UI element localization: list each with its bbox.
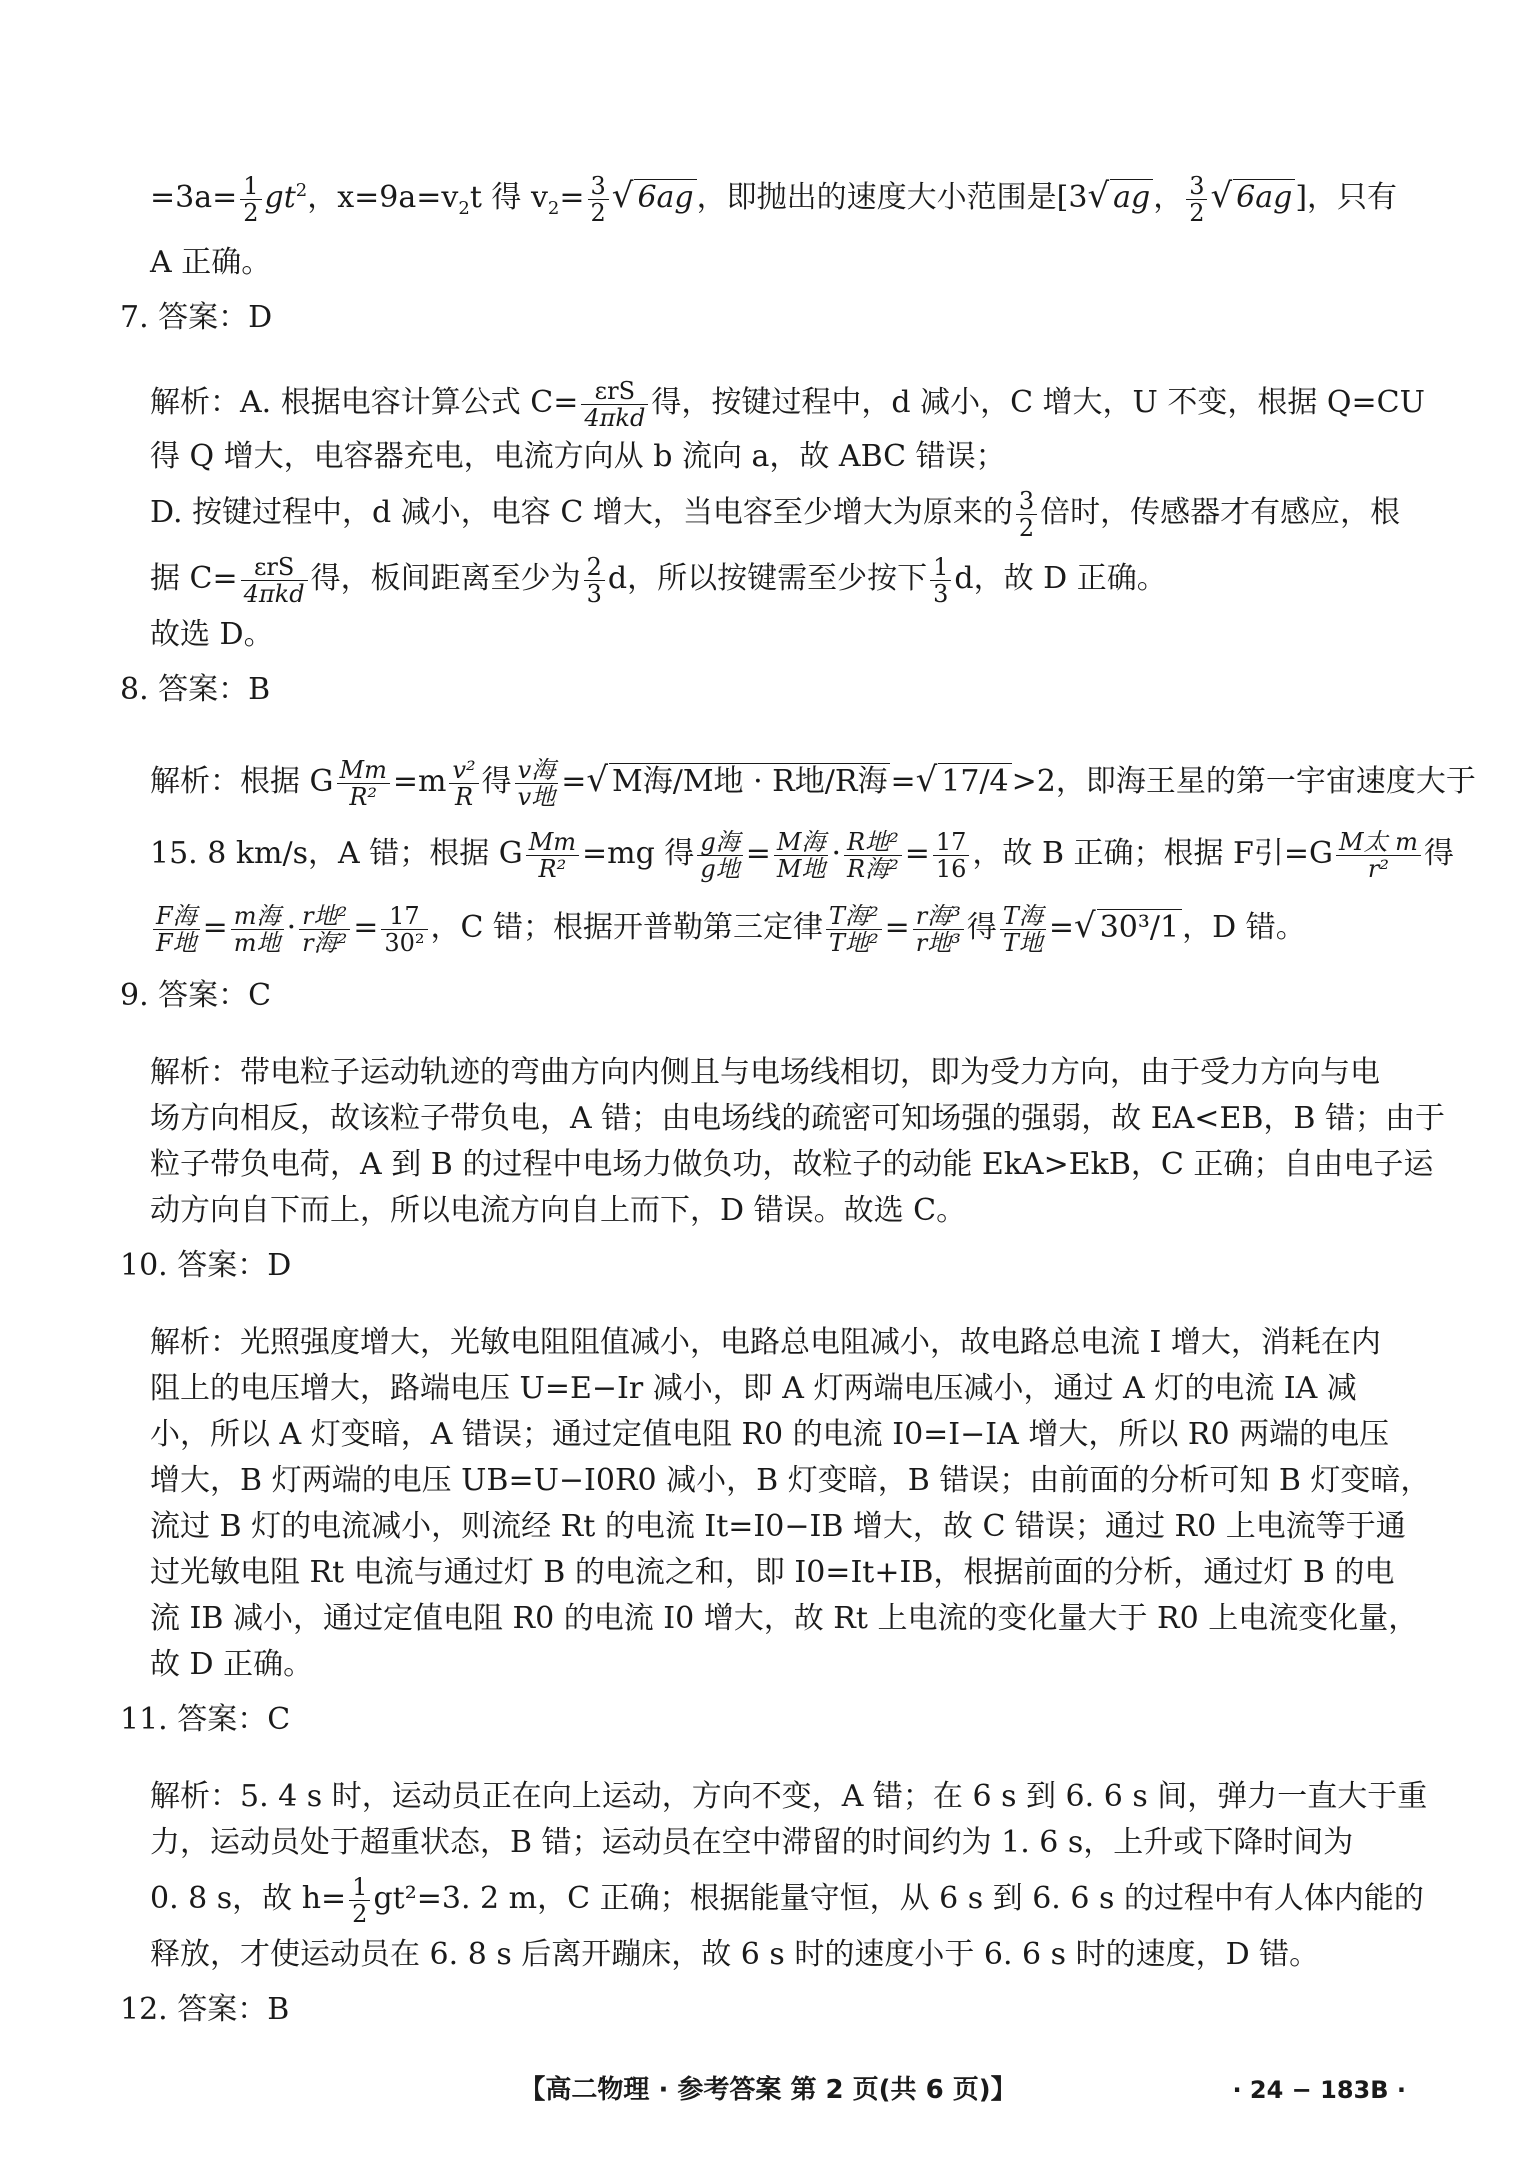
q11-line3: 0. 8 s，故 h= $\frac{1}{2}$ gt²=3. 2 m，C 正确；根据能量守恒，从 6 s 到 6. 6 s 的过程中有人体内能的 xyxy=(150,1872,1424,1928)
q10-line4: 增大，B 灯两端的电压 UB=U−I0R0 减小，B 灯变暗，B 错误；由前面的分析可知 B 灯变暗， xyxy=(150,1463,1431,1498)
q10-line3: 小，所以 A 灯变暗，A 错误；通过定值电阻 R0 的电流 I0=I−IA 增大，所以 R0 两端的电压 xyxy=(150,1417,1390,1452)
q9-line1: 解析：带电粒子运动轨迹的弯曲方向内侧且与电场线相切，即为受力方向，由于受力方向与电 xyxy=(150,1055,1380,1090)
q10-answer: 10. 答案：D xyxy=(120,1248,292,1283)
q8-line3: $\frac{\text{F海}}{\text{F地}}$ = $\frac{\text{m海}}{\text{m地}}$ · $\frac{\text{r地²}}{\text{r海²}}$ = $\frac{17}{\text{30²}}$ ，C 错；根据开普勒第三定律 $\frac{\text{T海²}}{\text{T地²}}$ = $\frac{\text{r海³}}{\text{r地³}}$ 得 $\frac{\text{T海}}{\text{T地}}$ =√ 30³/1 ，D 错。 xyxy=(150,890,1400,964)
q11-line1: 解析：5. 4 s 时，运动员正在向上运动，方向不变，A 错；在 6 s 到 6. 6 s 间，弹力一直大于重 xyxy=(150,1779,1428,1814)
footer-page-info: 【高二物理 · 参考答案 第 2 页(共 6 页)】 xyxy=(519,2075,1017,2105)
q9-line2: 场方向相反，故该粒子带负电，A 错；由电场线的疏密可知场强的强弱，故 EA<EB，B 错；由于 xyxy=(150,1101,1445,1136)
q8-line1: 解析：根据 G $\frac{Mm}{\text{R²}}$ =m $\frac{\text{v²}}{R}$ 得 $\frac{\text{v海}}{\text{v地}}$ =√ M海/M地 · R地/R海 =√ 17/4 >2，即海王星的第一宇宙速度大于 xyxy=(150,755,1476,811)
q7-answer: 7. 答案：D xyxy=(120,300,273,335)
q10-line6: 过光敏电阻 Rt 电流与通过灯 B 的电流之和，即 I0=It+IB，根据前面的分析，通过灯 B 的电 xyxy=(150,1555,1395,1590)
q10-explanation xyxy=(150,1320,1431,1688)
q10-line2: 阻上的电压增大，路端电压 U=E−Ir 减小，即 A 灯两端电压减小，通过 A 灯的电流 IA 减 xyxy=(150,1371,1357,1406)
q9-explanation xyxy=(150,1050,1445,1234)
q7-line2: 得 Q 增大，电容器充电，电流方向从 b 流向 a，故 ABC 错误； xyxy=(150,439,1006,474)
q9-line3: 粒子带负电荷，A 到 B 的过程中电场力做负功，故粒子的动能 EkA>EkB，C 正确；自由电子运 xyxy=(150,1147,1434,1182)
q9-line4: 动方向自下而上，所以电流方向自上而下，D 错误。故选 C。 xyxy=(150,1193,967,1228)
q11-line4: 释放，才使运动员在 6. 8 s 后离开蹦床，故 6 s 时的速度小于 6. 6 s 时的速度，D 错。 xyxy=(150,1937,1320,1972)
q10-line1: 解析：光照强度增大，光敏电阻阻值减小，电路总电阻减小，故电路总电流 I 增大，消耗在内 xyxy=(150,1325,1381,1360)
answer-page xyxy=(120,160,1476,2064)
q8-answer: 8. 答案：B xyxy=(120,672,271,707)
q6-line2: A 正确。 xyxy=(150,245,272,280)
q7-line3: D. 按键过程中，d 减小，电容 C 增大，当电容至少增大为原来的 $\frac{3}{2}$ 倍时，传感器才有感应，根 xyxy=(150,486,1401,542)
q10-line5: 流过 B 灯的电流减小，则流经 Rt 的电流 It=I0−IB 增大，故 C 错误；通过 R0 上电流等于通 xyxy=(150,1509,1406,1544)
q10-line7: 流 IB 减小，通过定值电阻 R0 的电流 I0 增大，故 Rt 上电流的变化量大于 R0 上电流变化量， xyxy=(150,1601,1419,1636)
q7-line5: 故选 D。 xyxy=(150,617,274,652)
q7-line4: 据 C= $\frac{\text{εrS}}{\text{4πkd}}$ 得，板间距离至少为 $\frac{2}{3}$ d，所以按键需至少按下 $\frac{1}{3}$ d，故 D 正确。 xyxy=(150,552,1167,608)
q8-line2: 15. 8 km/s，A 错；根据 G $\frac{Mm}{\text{R²}}$ =mg 得 $\frac{\text{g海}}{\text{g地}}$ = $\frac{\text{M海}}{\text{M地}}$ · $\frac{\text{R地²}}{\text{R海²}}$ = $\frac{17}{16}$ ，故 B 正确；根据 F引=G $\frac{\text{M太 m}}{\text{r²}}$ 得 xyxy=(150,827,1454,883)
q7-explanation xyxy=(150,372,1425,658)
q11-line2: 力，运动员处于超重状态，B 错；运动员在空中滞留的时间约为 1. 6 s，上升或下降时间为 xyxy=(150,1825,1354,1860)
q7-line1: 解析：A. 根据电容计算公式 C= $\frac{\text{εrS}}{\text{4πkd}}$ 得，按键过程中，d 减小，C 增大，U 不变，根据 Q=CU xyxy=(150,376,1425,432)
q9-answer: 9. 答案：C xyxy=(120,978,272,1013)
q11-explanation xyxy=(150,1774,1428,1978)
q6-line1: =3a= $\frac{1}{2}$ $gt^2$，$x=9a=v_2t$ 得 $v_2=$ $\frac{3}{2}$ √ 6ag ，即抛出的速度大小范围是[3√ ag ， $\frac{3}{2}$ √ 6ag ]，只有 xyxy=(150,171,1398,227)
q12-answer: 12. 答案：B xyxy=(120,1992,290,2027)
footer-code: · 24 − 183B · xyxy=(1232,2076,1406,2104)
q10-line8: 故 D 正确。 xyxy=(150,1647,314,1682)
page-footer xyxy=(0,2070,1536,2120)
q11-answer: 11. 答案：C xyxy=(120,1702,291,1737)
q8-explanation xyxy=(150,744,1476,964)
q6-tail xyxy=(150,160,1400,286)
